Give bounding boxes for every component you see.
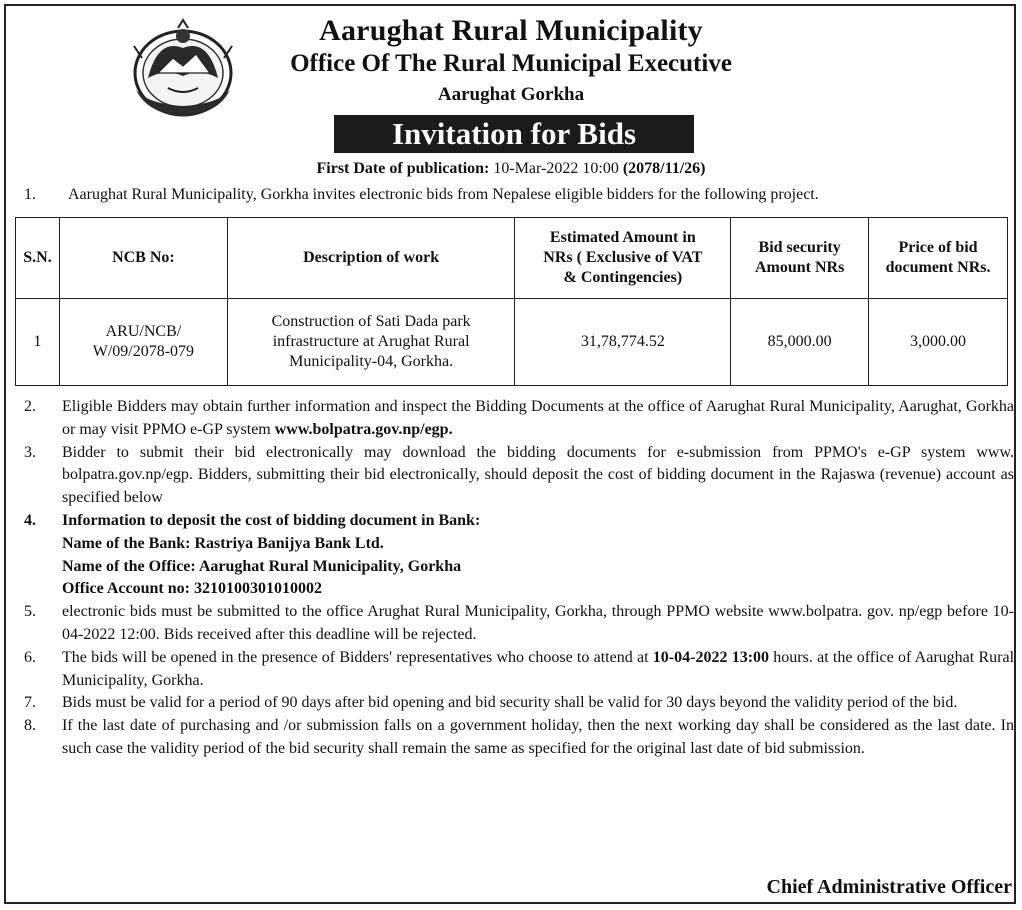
cell-description xyxy=(227,299,515,386)
item6-text-a: The bids will be opened in the presence of Bidders' representatives who choose to attend at xyxy=(62,648,653,666)
office-subtitle: Office Of The Rural Municipal Executive xyxy=(290,50,732,77)
publication-date: 10-Mar-2022 10:00 xyxy=(493,160,619,177)
header-price-line1: Price of bid xyxy=(898,239,978,256)
list-item xyxy=(24,601,1014,647)
table-header-row xyxy=(16,218,1008,299)
item8-text: If the last date of purchasing and /or submission falls on a government holiday, then the next working day shall be considered as the last date. In such case the validity period of the bid security shall remain the same as specified for the original last date of bid submission. xyxy=(62,717,1014,757)
cell-ncb xyxy=(59,299,227,386)
egp-link[interactable]: www.bolpatra.gov.np/egp. xyxy=(274,420,453,438)
signoff: Chief Administrative Officer xyxy=(766,876,1012,898)
item6-text xyxy=(62,647,1014,693)
header-security-line1: Bid security xyxy=(758,239,841,256)
header-sn: S.N. xyxy=(16,218,60,299)
item-number: 6. xyxy=(24,648,36,666)
item-number: 2. xyxy=(24,398,36,415)
bids-table xyxy=(15,217,1008,386)
item-number: 5. xyxy=(24,603,36,621)
header-estimate-line3: & Contingencies) xyxy=(563,269,683,286)
item-number: 3. xyxy=(24,443,36,461)
cell-price: 3,000.00 xyxy=(869,299,1008,386)
header-estimate xyxy=(515,218,731,299)
intro-number: 1. xyxy=(24,186,36,203)
publication-date-line xyxy=(0,160,1022,178)
item-number: 7. xyxy=(24,694,36,712)
header-security-line2: Amount NRs xyxy=(754,259,845,276)
header-description: Description of work xyxy=(227,218,515,299)
header-ncb: NCB No: xyxy=(59,218,227,299)
publication-nepali-date: (2078/11/26) xyxy=(622,160,706,177)
bank-info-heading: Information to deposit the cost of bidding document in Bank: xyxy=(62,511,481,529)
invitation-banner: Invitation for Bids xyxy=(334,115,694,153)
cell-description-line2: infrastructure at Arughat Rural xyxy=(272,333,470,350)
notice-items xyxy=(24,396,1014,761)
list-item xyxy=(24,692,1014,715)
cell-security: 85,000.00 xyxy=(731,299,869,386)
item3-text: Bidder to submit their bid electronically may download the bidding documents for e-submission from PPMO's e-GP system www. bolpatra.gov.np/egp. Bidders, submitting their bid electronically, should deposit the cost of bidding document in the Rajaswa (revenue) account as specified below xyxy=(62,443,1014,507)
header-security xyxy=(731,218,869,299)
header-price-line2: document NRs. xyxy=(885,259,991,276)
intro-text: Aarughat Rural Municipality, Gorkha invites electronic bids from Nepalese eligible bidders for the following project. xyxy=(68,186,819,203)
header-price xyxy=(869,218,1008,299)
office-name: Name of the Office: Aarughat Rural Municipality, Gorkha xyxy=(62,557,462,575)
cell-ncb-line2: W/09/2078-079 xyxy=(92,343,195,360)
header-estimate-line2: NRs ( Exclusive of VAT xyxy=(543,249,703,266)
item-number: 8. xyxy=(24,717,36,735)
bank-info xyxy=(62,510,1014,601)
table-row xyxy=(16,299,1008,386)
publication-label: First Date of publication: xyxy=(316,160,490,177)
item2-text: Eligible Bidders may obtain further information and inspect the Bidding Documents at the office of Aarughat Rural Municipality, Aarughat, Gorkha or may visit PPMO e-GP system xyxy=(62,398,1014,438)
item7-text: Bids must be valid for a period of 90 days after bid opening and bid security shall be valid for 30 days beyond the validity period of the bid. xyxy=(62,694,958,712)
header-estimate-line1: Estimated Amount in xyxy=(549,229,696,246)
cell-ncb-line1: ARU/NCB/ xyxy=(105,323,182,340)
bank-name: Name of the Bank: Rastriya Banijya Bank Ltd. xyxy=(62,534,384,552)
municipality-title: Aarughat Rural Municipality xyxy=(319,14,703,47)
item6-text-b: hours. at the office of Aarughat Rural Municipality, Gorkha. xyxy=(62,648,1015,689)
item-number: 4. xyxy=(24,511,36,529)
bid-opening-datetime: 10-04-2022 13:00 xyxy=(652,648,770,666)
cell-estimate: 31,78,774.52 xyxy=(515,299,731,386)
list-item xyxy=(24,510,1014,601)
list-item xyxy=(24,715,1014,761)
cell-sn: 1 xyxy=(16,299,60,386)
intro-paragraph xyxy=(24,186,819,204)
item-text xyxy=(62,396,1014,442)
list-item xyxy=(24,396,1014,442)
cell-description-line3: Municipality-04, Gorkha. xyxy=(289,353,454,370)
list-item xyxy=(24,647,1014,693)
item5-text: electronic bids must be submitted to the office Arughat Rural Municipality, Gorkha, through PPMO website www.bolpatra. gov. np/egp before 10-04-2022 12:00. Bids received after this deadline will be rejected. xyxy=(62,603,1014,643)
list-item xyxy=(24,442,1014,510)
office-location: Aarughat Gorkha xyxy=(437,84,585,105)
cell-description-line1: Construction of Sati Dada park xyxy=(271,313,471,330)
office-account-number: Office Account no: 3210100301010002 xyxy=(62,580,322,598)
